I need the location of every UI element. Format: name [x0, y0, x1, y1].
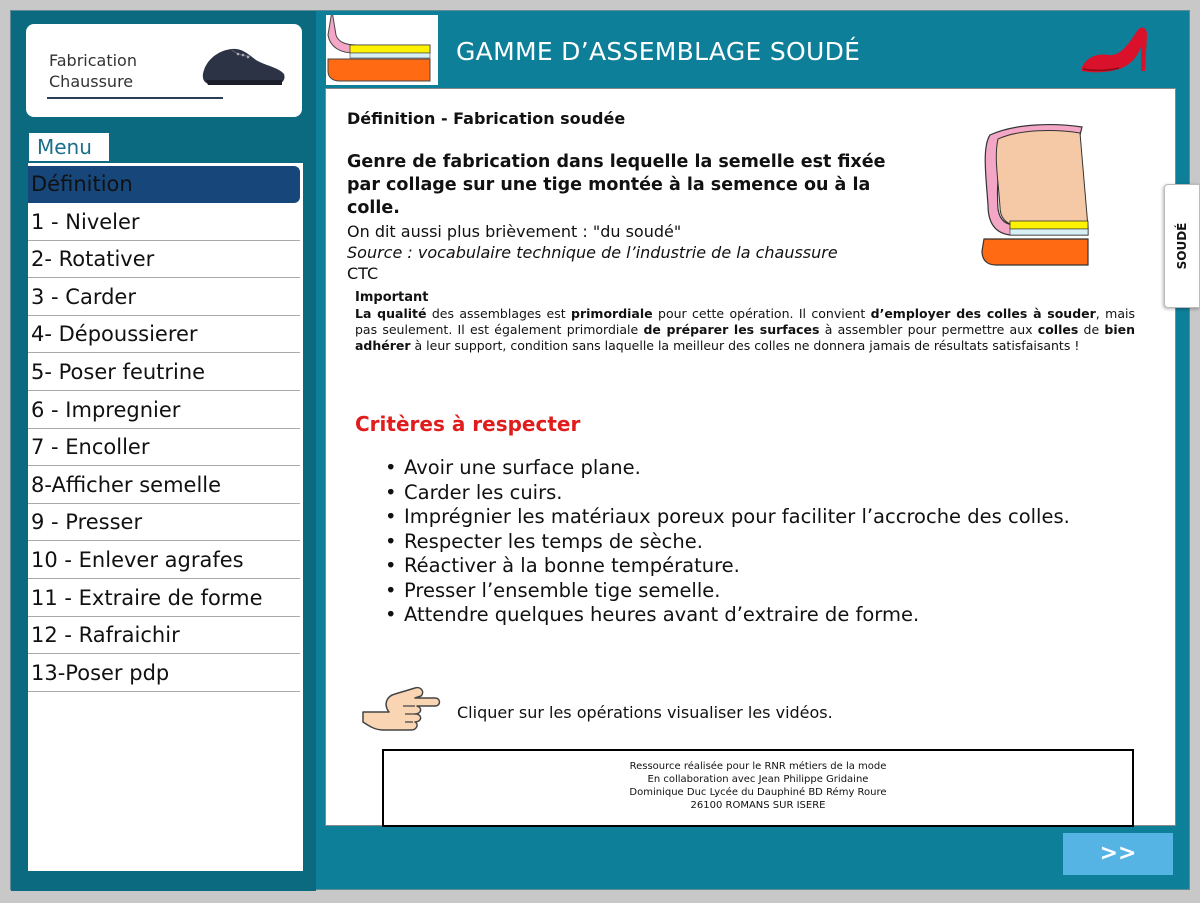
important-bold: d’employer des colles à souder [870, 306, 1096, 321]
important-text-part: , mais pas seulement. Il est également primordiale [355, 306, 1135, 337]
important-text-part: à leur support, condition sans laquelle la meilleur des colles ne donnera jamais de résultats satisfaisants ! [410, 338, 1080, 353]
definition-ctc: CTC [347, 264, 379, 283]
important-text-part: à assembler pour permettre aux [819, 322, 1038, 337]
logo-text [49, 50, 137, 92]
welded-sole-diagram [976, 117, 1096, 267]
criteria-item: • Presser l’ensemble tige semelle. [385, 579, 1070, 604]
credits-box [382, 749, 1134, 827]
menu-tab: Menu [29, 133, 109, 161]
menu-item[interactable]: 9 - Presser [28, 504, 300, 541]
credits-line: Dominique Duc Lycée du Dauphiné BD Rémy Roure [629, 787, 887, 798]
menu-item[interactable]: 13-Poser pdp [28, 655, 300, 692]
logo-underline [47, 97, 223, 99]
important-text-part: de [1078, 322, 1105, 337]
next-button[interactable]: >> [1063, 833, 1173, 875]
important-text [355, 306, 1135, 354]
menu-item[interactable]: 5- Poser feutrine [28, 354, 300, 391]
definition-title: Définition - Fabrication soudée [347, 109, 626, 128]
menu-item[interactable]: 12 - Rafraichir [28, 617, 300, 654]
logo-line2: Chaussure [49, 72, 134, 91]
criteria-item: • Réactiver à la bonne température. [385, 554, 1070, 579]
menu-item[interactable]: 11 - Extraire de forme [28, 580, 300, 617]
menu-panel [28, 163, 303, 871]
definition-also: On dit aussi plus brièvement : "du soudé" [347, 222, 682, 241]
criteria-list [385, 456, 1070, 628]
important-bold: primordiale [571, 306, 653, 321]
definition-bold-line: colle. [347, 198, 400, 218]
shoe-icon [198, 40, 288, 90]
logo-line1: Fabrication [49, 51, 137, 70]
high-heel-icon [1079, 25, 1154, 75]
definition-bold-line: Genre de fabrication dans lequelle la semelle est fixée [347, 152, 886, 172]
criteria-item: • Carder les cuirs. [385, 481, 1070, 506]
criteria-title: Critères à respecter [355, 412, 581, 436]
menu-item[interactable]: 7 - Encoller [28, 429, 300, 466]
menu-item[interactable]: 2- Rotativer [28, 241, 300, 278]
menu-item[interactable]: 3 - Carder [28, 279, 300, 316]
side-tab-soude[interactable] [1164, 184, 1200, 308]
credits-line: 26100 ROMANS SUR ISERE [690, 800, 826, 811]
header-sole-thumbnail [326, 15, 438, 85]
criteria-item: • Attendre quelques heures avant d’extraire de forme. [385, 603, 1070, 628]
menu-item[interactable]: 10 - Enlever agrafes [28, 542, 300, 579]
criteria-item: • Respecter les temps de sèche. [385, 530, 1070, 555]
important-bold: de préparer les surfaces [643, 322, 820, 337]
menu-item[interactable]: 6 - Impregnier [28, 392, 300, 429]
side-tab-label: SOUDÉ [1175, 222, 1189, 270]
definition-bold-text [347, 151, 953, 220]
logo-card [26, 24, 302, 117]
menu-item[interactable]: 4- Dépoussierer [28, 316, 300, 353]
criteria-item: • Imprégnier les matériaux poreux pour faciliter l’accroche des colles. [385, 505, 1070, 530]
important-bold: La qualité [355, 306, 427, 321]
hint-text: Cliquer sur les opérations visualiser les vidéos. [457, 703, 833, 722]
page-title: GAMME D’ASSEMBLAGE SOUDÉ [456, 37, 861, 66]
credits-line: En collaboration avec Jean Philippe Gridaine [647, 774, 869, 785]
important-bold: bien adhérer [355, 322, 1136, 353]
left-column [11, 11, 316, 891]
criteria-item: • Avoir une surface plane. [385, 456, 1070, 481]
definition-bold-line: par collage sur une tige montée à la semence ou à la [347, 175, 871, 195]
menu-item[interactable]: 1 - Niveler [28, 204, 300, 241]
credits-line: Ressource réalisée pour le RNR métiers de la mode [629, 761, 887, 772]
menu-item[interactable]: 8-Afficher semelle [28, 467, 300, 504]
menu-item[interactable]: Définition [28, 166, 300, 203]
important-bold: colles [1037, 322, 1079, 337]
content-panel [325, 88, 1176, 826]
important-title: Important [355, 290, 429, 305]
app-frame [10, 10, 1190, 890]
definition-source: Source : vocabulaire technique de l’industrie de la chaussure [347, 243, 838, 262]
important-text-part: des assemblages est [426, 306, 572, 321]
important-text-part: pour cette opération. Il convient [652, 306, 871, 321]
sole-section-icon [326, 15, 438, 85]
pointing-hand-icon [359, 682, 444, 732]
